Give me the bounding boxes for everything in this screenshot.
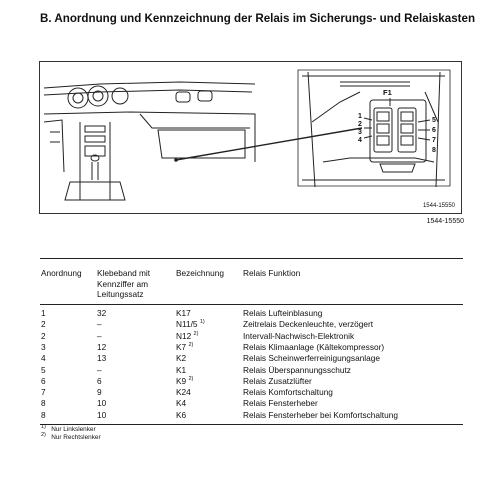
table-header-rule xyxy=(40,304,463,305)
table-row xyxy=(0,365,500,376)
table-row xyxy=(0,342,500,353)
footnote: $^{1)}$ Nur Linkslenker xyxy=(41,423,96,433)
table-row xyxy=(0,308,500,319)
cell-anordnung: 8 xyxy=(41,409,46,420)
cell-anordnung: 7 xyxy=(41,387,46,398)
section-title: B. Anordnung und Kennzeichnung der Relais im Sicherungs- und Relaiskasten xyxy=(40,12,476,25)
dashboard-drawing xyxy=(40,62,462,214)
table-bottom-rule xyxy=(40,424,463,425)
cell-bezeichnung: N12 $^{2)}$ xyxy=(176,330,199,341)
header-klebeband: Klebeband mit Kennziffer am Leitungssatz xyxy=(97,268,151,299)
relay-number: 8 xyxy=(432,147,436,154)
cell-funktion: Intervall-Nachwisch-Elektronik xyxy=(243,330,355,341)
cell-klebeband: 10 xyxy=(97,409,107,420)
cell-funktion: Relais Lufteinblasung xyxy=(243,308,323,318)
cell-bezeichnung: N11/5 $^{1)}$ xyxy=(176,319,205,330)
table-top-rule xyxy=(40,258,463,259)
header-anordnung: Anordnung xyxy=(41,268,82,278)
cell-funktion: Relais Klimaanlage (Kältekompressor) xyxy=(243,341,385,352)
table-row xyxy=(0,319,500,330)
cell-klebeband: 32 xyxy=(97,308,107,318)
cell-funktion: Zeitrelais Deckenleuchte, verzögert xyxy=(243,319,374,330)
cell-bezeichnung: K6 xyxy=(176,409,187,420)
cell-klebeband: 9 xyxy=(97,387,102,398)
cell-bezeichnung: K4 xyxy=(176,398,187,409)
cell-anordnung: 2 xyxy=(41,330,46,341)
cell-klebeband: – xyxy=(97,330,102,341)
cell-funktion: Relais Komfortschaltung xyxy=(243,387,333,398)
footnote-ref: 2) xyxy=(193,330,199,337)
cell-funktion: Relais Fensterheber xyxy=(243,398,318,409)
relay-box-illustration xyxy=(39,61,462,214)
cell-funktion: Relais Fensterheber bei Komfortschaltung xyxy=(243,409,398,420)
cell-klebeband: 10 xyxy=(97,398,107,409)
figure-code: 1544-15550 xyxy=(426,218,464,225)
table-row xyxy=(0,376,500,387)
relay-number: 2 xyxy=(358,121,362,128)
footnote: $^{2)}$ Nur Rechtslenker xyxy=(41,431,101,441)
relay-number: 3 xyxy=(358,129,362,136)
relay-number: 5 xyxy=(432,117,436,124)
cell-bezeichnung: K24 xyxy=(176,387,191,398)
cell-anordnung: 1 xyxy=(41,308,46,318)
cell-funktion: Relais Scheinwerferreinigungsanlage xyxy=(243,353,380,364)
relay-number: 7 xyxy=(432,137,436,144)
figure-inner-code: 1544-15550 xyxy=(422,203,455,209)
cell-anordnung: 4 xyxy=(41,353,46,364)
footnote-ref: 2) xyxy=(188,342,194,349)
cell-funktion: Relais Überspannungsschutz xyxy=(243,364,351,375)
fuse-label: F1 xyxy=(383,88,392,97)
cell-anordnung: 2 xyxy=(41,319,46,330)
cell-klebeband: – xyxy=(97,364,102,375)
cell-anordnung: 8 xyxy=(41,398,46,409)
table-row xyxy=(0,331,500,342)
relay-number: 6 xyxy=(432,127,436,134)
cell-bezeichnung: K2 xyxy=(176,353,187,364)
table-row xyxy=(0,410,500,421)
table-row xyxy=(0,398,500,409)
cell-klebeband: 13 xyxy=(97,353,107,364)
cell-anordnung: 3 xyxy=(41,341,46,352)
footnote-ref: 2) xyxy=(188,376,194,383)
cell-klebeband: 12 xyxy=(97,341,107,352)
cell-klebeband: – xyxy=(97,319,102,330)
cell-klebeband: 6 xyxy=(97,375,102,386)
cell-bezeichnung: K17 xyxy=(176,308,191,318)
table-row xyxy=(0,353,500,364)
cell-bezeichnung: K9 $^{2)}$ xyxy=(176,375,194,386)
relay-number: 1 xyxy=(358,113,362,120)
cell-anordnung: 6 xyxy=(41,375,46,386)
cell-funktion: Relais Zusatzlüfter xyxy=(243,375,312,386)
cell-anordnung: 5 xyxy=(41,364,46,375)
header-funktion: Relais Funktion xyxy=(243,268,301,278)
cell-bezeichnung: K1 xyxy=(176,364,187,375)
relay-number: 4 xyxy=(358,137,362,144)
footnote-ref: 1) xyxy=(199,319,205,326)
cell-bezeichnung: K7 $^{2)}$ xyxy=(176,341,194,352)
header-bezeichnung: Bezeichnung xyxy=(176,268,224,278)
table-row xyxy=(0,387,500,398)
